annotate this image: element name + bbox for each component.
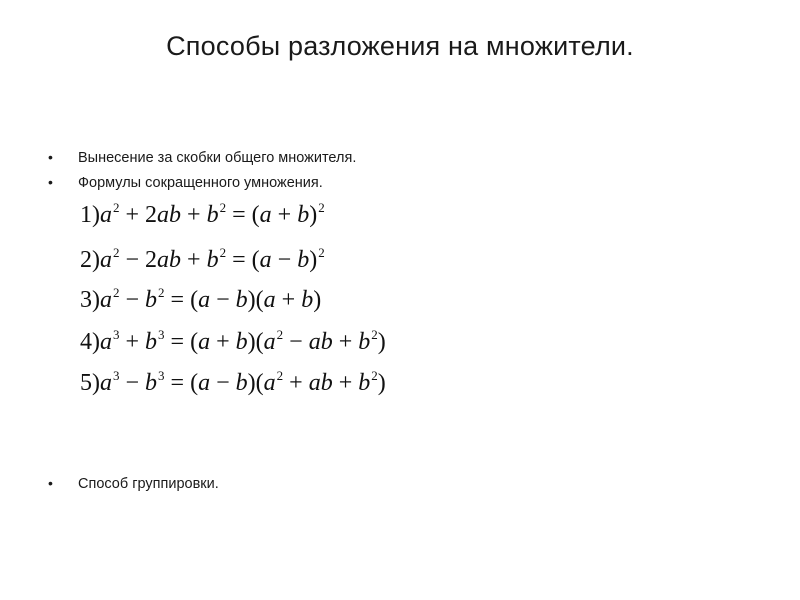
bullet-text: Способ группировки. — [78, 476, 219, 492]
bullet-item-grouping — [48, 475, 219, 492]
bullet-text: Формулы сокращенного умножения. — [78, 175, 323, 191]
formula-2: $2)a^2 - 2ab + b^2 = (a - b)^2$ — [80, 245, 325, 273]
slide-title: Способы разложения на множители. — [166, 31, 634, 61]
bullet-marker: • — [48, 475, 53, 491]
bullet-item-common-factor — [48, 149, 356, 166]
formula-1: $1)a^2 + 2ab + b^2 = (a + b)^2$ — [80, 200, 325, 228]
formula-3: $3)a^2 - b^2 = (a - b)(a + b)$ — [80, 285, 322, 313]
bullet-marker: • — [48, 149, 53, 165]
formula-5: $5)a^3 - b^3 = (a - b)(a^2$ + ab + $b^2$) — [80, 368, 386, 396]
bullet-text: Вынесение за скобки общего множителя. — [78, 150, 357, 166]
bullet-marker: • — [48, 174, 53, 190]
bullet-item-short-multiplication — [48, 174, 323, 191]
formula-4: $4)a^3 + b^3 = (a + b)(a^2$ − ab + $b^2$) — [80, 327, 386, 355]
